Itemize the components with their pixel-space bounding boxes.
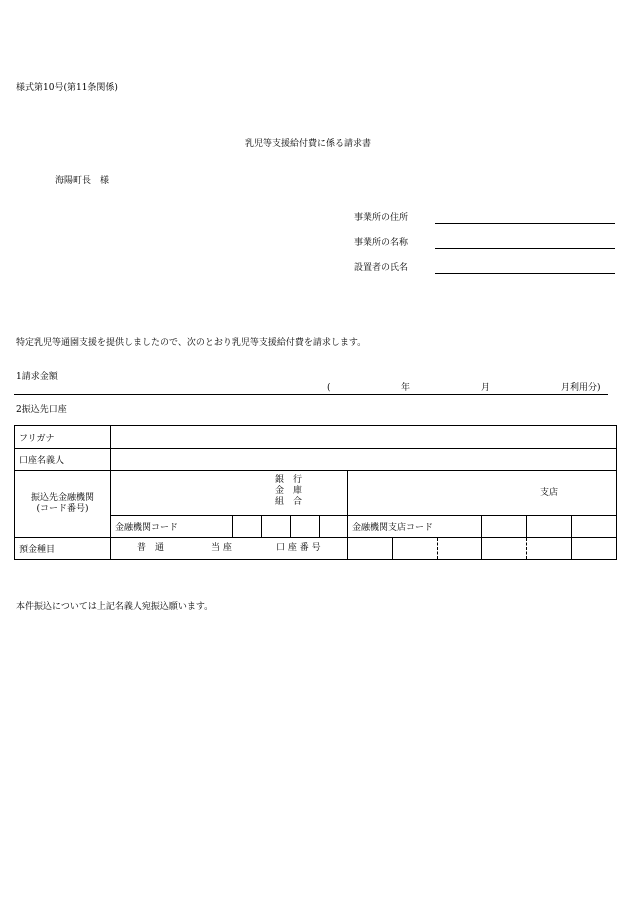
claim-amount-heading: 1請求金額 [16, 372, 58, 382]
branch-code-label: 金融機関支店コード [348, 516, 482, 538]
request-statement: 特定乳児等通園支援を提供しましたので、次のとおり乳児等支援給付費を請求します。 [16, 338, 367, 348]
account-holder-field[interactable] [111, 449, 617, 471]
bank-code-digit-3[interactable] [291, 516, 320, 538]
claim-month: 月 [481, 383, 491, 393]
office-name-label: 事業所の名称 [354, 238, 409, 248]
branch-code-digit-1[interactable] [482, 516, 527, 538]
institution-label: 振込先金融機関 (コード番号) [15, 471, 111, 538]
account-type-label: 預金種目 [15, 538, 111, 560]
addressee: 海陽町長 様 [55, 176, 110, 186]
claim-amount-line[interactable] [14, 394, 608, 395]
bank-code-digit-2[interactable] [262, 516, 291, 538]
form-number: 様式第10号(第11条関係) [16, 83, 118, 93]
bank-code-digit-1[interactable] [233, 516, 262, 538]
branch-name-field[interactable] [348, 471, 617, 516]
bank-account-table [14, 425, 617, 560]
founder-name-line[interactable] [435, 273, 615, 274]
bank-section-heading: 2振込先口座 [16, 405, 67, 415]
account-holder-label: 口座名義人 [15, 449, 111, 471]
claim-year: 年 [401, 383, 411, 393]
furigana-label: フリガナ [15, 426, 111, 449]
toza-option[interactable]: 当 座 [211, 543, 232, 553]
bank-type-options: 銀 行 金 庫 組 合 [275, 475, 303, 507]
bank-code-label: 金融機関コード [111, 516, 233, 538]
account-number-digits[interactable] [348, 538, 617, 560]
document-title: 乳児等支援給付費に係る請求書 [245, 139, 372, 149]
claim-period-suffix: 月利用分) [561, 383, 601, 393]
bank-code-digit-4[interactable] [320, 516, 348, 538]
address-line[interactable] [435, 223, 615, 224]
office-name-line[interactable] [435, 248, 615, 249]
account-number-label: 口 座 番 号 [276, 543, 321, 553]
bank-name-field[interactable] [111, 471, 348, 516]
account-type-row[interactable] [111, 538, 348, 560]
branch-label: 支店 [540, 488, 559, 498]
furigana-field[interactable] [111, 426, 617, 449]
branch-code-digit-2[interactable] [527, 516, 572, 538]
claim-paren-open: ( [327, 383, 331, 393]
futsu-option[interactable]: 普 通 [137, 543, 165, 553]
branch-code-digit-3[interactable] [572, 516, 617, 538]
closing-statement: 本件振込については上記名義人宛振込願います。 [16, 602, 214, 612]
founder-name-label: 設置者の氏名 [354, 263, 409, 273]
address-label: 事業所の住所 [354, 213, 409, 223]
